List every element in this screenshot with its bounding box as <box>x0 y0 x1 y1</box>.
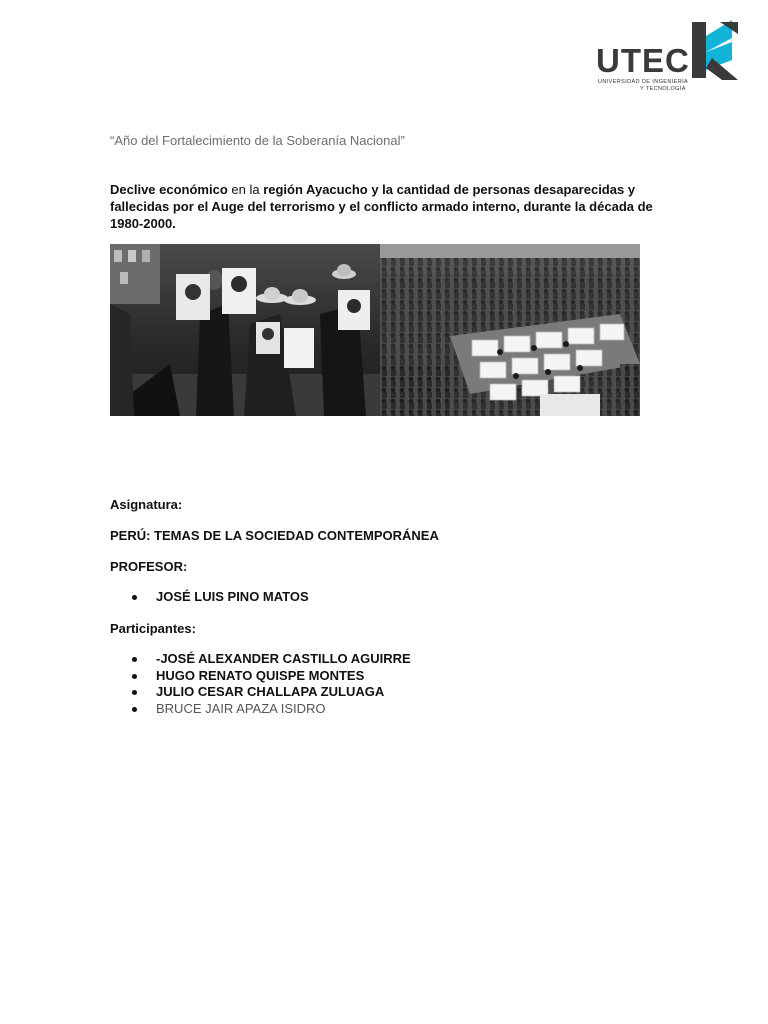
professor-name: JOSÉ LUIS PINO MATOS <box>156 589 309 604</box>
participant-name: BRUCE JAIR APAZA ISIDRO <box>156 700 326 716</box>
logo-subtitle-line1: UNIVERSIDAD DE INGENIERÍA <box>598 79 689 85</box>
document-title <box>110 181 670 232</box>
title-part-2: en la <box>227 182 264 197</box>
motto: “Año del Fortalecimiento de la Soberanía Nacional” <box>110 133 405 148</box>
photo-coffins <box>380 244 640 416</box>
photo-collage <box>110 244 640 416</box>
bullet-icon <box>132 595 137 600</box>
bullet-icon <box>132 707 137 712</box>
participant-name: JULIO CESAR CHALLAPA ZULUAGA <box>156 684 385 699</box>
participants-label: Participantes: <box>110 621 196 636</box>
list-item <box>110 651 411 668</box>
subject-value: PERÚ: TEMAS DE LA SOCIEDAD CONTEMPORÁNEA <box>110 528 439 543</box>
logo-subtitle-line2: Y TECNOLOGÍA <box>640 86 686 92</box>
list-item <box>110 701 411 718</box>
utec-logo-mark-icon <box>692 18 740 82</box>
list-item <box>110 589 309 606</box>
professor-list <box>110 589 309 606</box>
photo-portraits <box>110 244 380 416</box>
title-part-1: Declive económico <box>110 182 228 197</box>
participants-list <box>110 651 411 717</box>
list-item <box>110 668 411 685</box>
participant-name: -JOSÉ ALEXANDER CASTILLO AGUIRRE <box>156 651 411 666</box>
subject-label: Asignatura: <box>110 497 183 512</box>
bullet-icon <box>132 674 137 679</box>
bullet-icon <box>132 657 137 662</box>
utec-logo <box>596 18 742 98</box>
list-item <box>110 684 411 701</box>
professor-label: PROFESOR: <box>110 559 188 574</box>
title-part-3: región Ayacucho y la cantidad de personas desaparecidas y fallecidas por el Auge del terrorismo y el conflicto armado interno, durante la década de 1980-2000. <box>110 182 653 231</box>
logo-wordmark: UTEC <box>596 42 690 79</box>
bullet-icon <box>132 690 137 695</box>
participant-name: HUGO RENATO QUISPE MONTES <box>156 667 365 683</box>
